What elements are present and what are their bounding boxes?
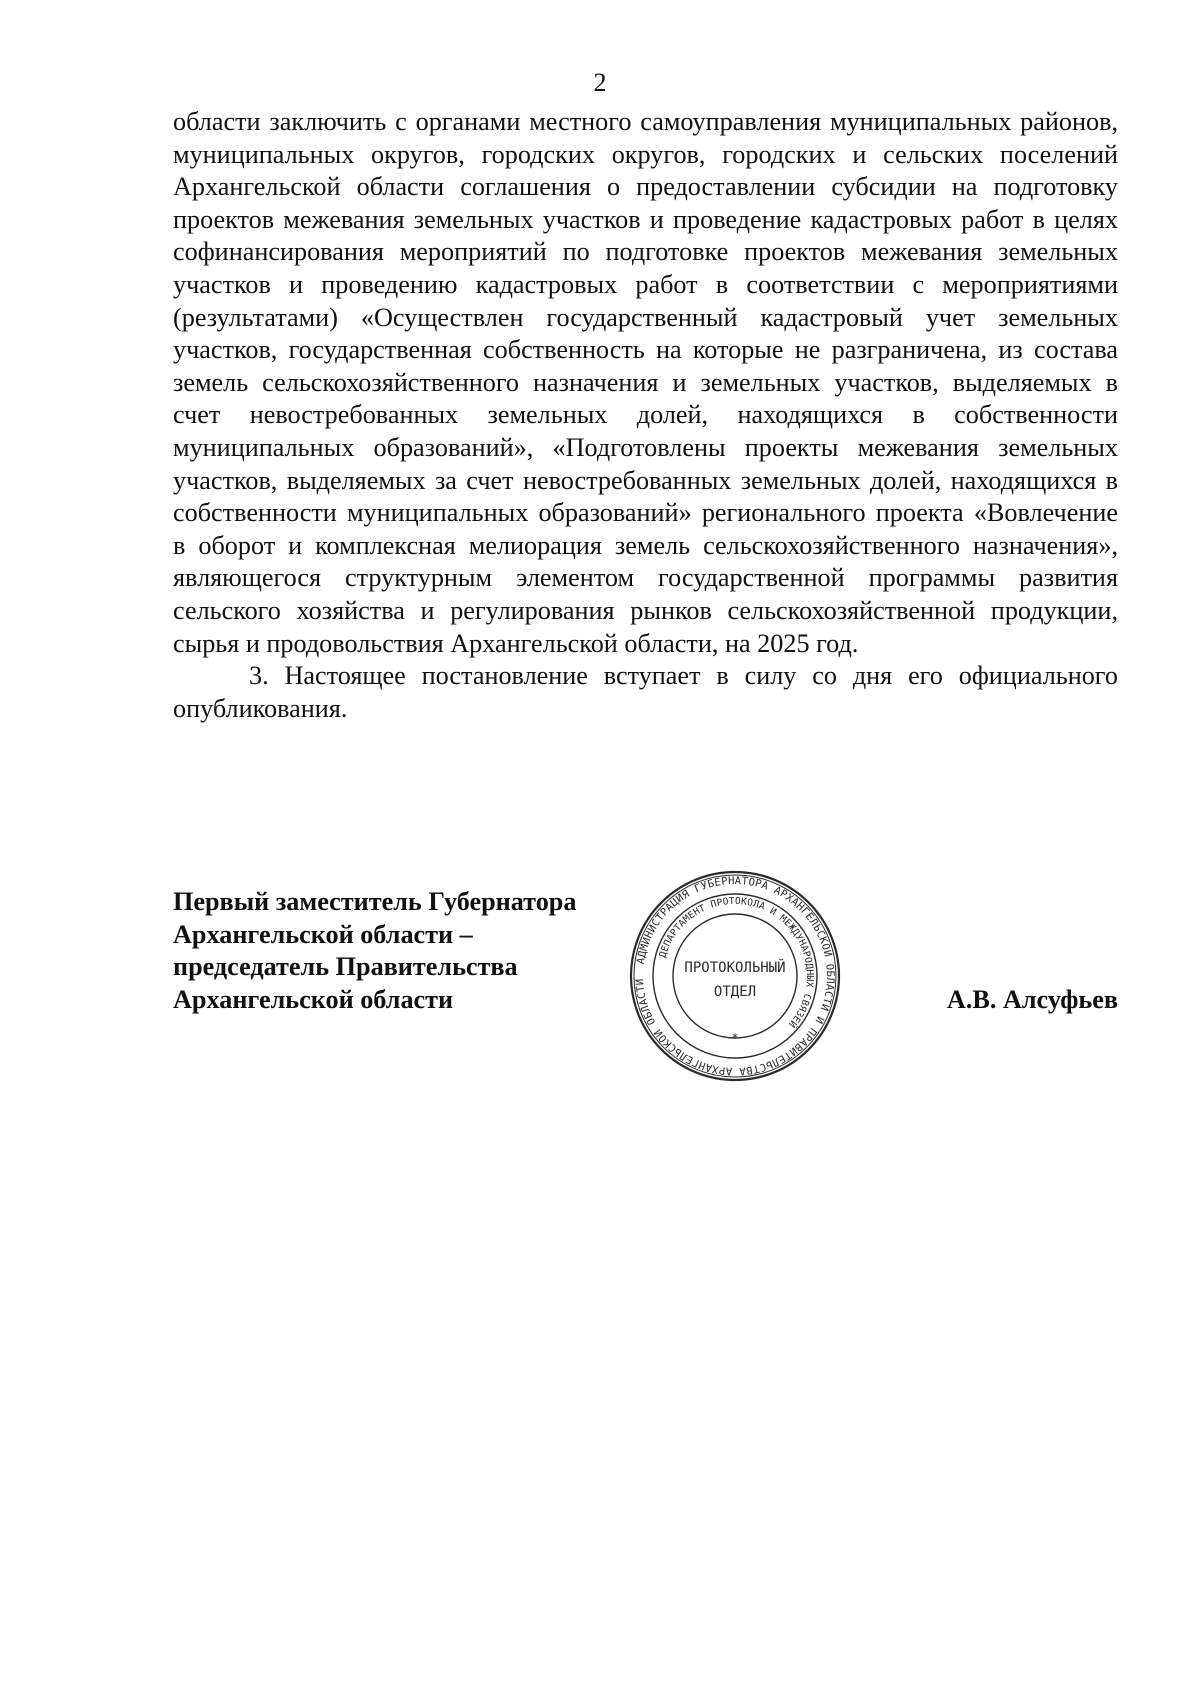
- stamp-center-line1: ПРОТОКОЛЬНЫЙ: [684, 960, 786, 976]
- stamp-inner-text: ДЕПАРТАМЕНТ ПРОТОКОЛА И МЕЖДУНАРОДНЫХ СВЯЗЕЙ: [657, 895, 816, 1030]
- signatory-title-line: Первый заместитель Губернатора: [173, 887, 577, 916]
- signatory-title: [173, 886, 576, 1016]
- page-number: 2: [593, 68, 607, 97]
- stamp-outer-text: АДМИНИСТРАЦИЯ ГУБЕРНАТОРА АРХАНГЕЛЬСКОЙ ОБЛАСТИ И ПРАВИТЕЛЬСТВА АРХАНГЕЛЬСКОЙ ОБЛАСТИ: [633, 874, 837, 1078]
- official-stamp: [625, 866, 845, 1086]
- signer-name: А.В. Алсуфьев: [946, 985, 1118, 1014]
- stamp-center-line2: ОТДЕЛ: [713, 984, 757, 1000]
- paragraph-continuation: области заключить с органами местного самоуправления муниципальных районов, муниципальных округов, городских округов, городских и сельских поселений Архангельской области соглашения о предоставлении субсидии на подготовку проектов межевания земельных участков и проведение кадастровых работ в целях софинансирования мероприятий по подготовке проектов межевания земельных участков и проведению кадастровых работ в соответствии с мероприятиями (результатами) «Осуществлен государственный кадастровый учет земельных участков, государственная собственность на которые не разграничена, из состава земель сельскохозяйственного назначения и земельных участков, выделяемых в счет невостребованных земельных долей, находящихся в собственности муниципальных образований», «Подготовлены проекты межевания земельных участков, выделяемых за счет невостребованных земельных долей, находящихся в собственности муниципальных образований» регионального проекта «Вовлечение в оборот и комплексная мелиорация земель сельскохозяйственного назначения», являющегося структурным элементом государственной программы развития сельского хозяйства и регулирования рынков сельскохозяйственной продукции, сырья и продовольствия Архангельской области, на 2025 год.: [173, 107, 1118, 658]
- stamp-star-icon: *: [732, 1031, 738, 1045]
- signatory-title-line: Архангельской области: [173, 984, 454, 1014]
- signatory-title-line: председатель Правительства: [173, 952, 518, 982]
- document-body: [173, 106, 1118, 725]
- stamp-inner-ring: [673, 914, 797, 1038]
- paragraph-item-3: 3. Настоящее постановление вступает в силу со дня его официального опубликования.: [173, 661, 1118, 723]
- signatory-title-line: Архангельской области –: [173, 919, 473, 949]
